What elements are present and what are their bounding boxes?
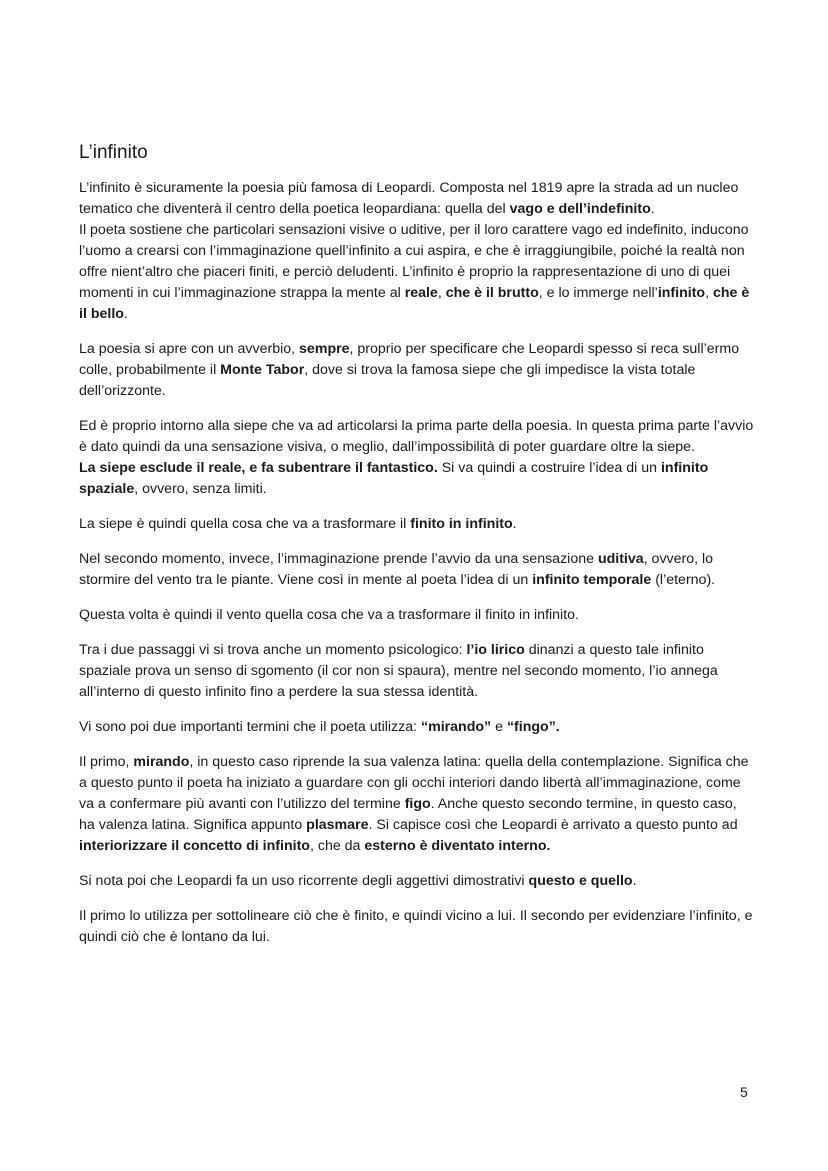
text-run: La poesia si apre con un avverbio,	[79, 341, 300, 357]
text-run: Il poeta sostiene che particolari sensazioni visive o uditive, per il loro carattere vago ed indefinito, inducono l’uomo a crearsi con l’immaginazione quell’infinito a cui aspira, e che è irraggiungibile, poiché la realtà non offre nient’altro che piaceri finiti, e perciò deludenti. L’infinito è proprio la rappresentazione di uno di quei momenti in cui l’immaginazione strappa la mente al	[79, 222, 749, 301]
text-run: e	[491, 719, 507, 735]
bold-text: sempre	[299, 341, 350, 357]
paragraph	[79, 178, 755, 325]
bold-text: interiorizzare il concetto di infinito	[79, 838, 310, 854]
text-run: . Anche questo secondo termine, in questo caso, ha valenza latina. Significa appunto	[79, 796, 737, 833]
paragraph	[79, 549, 755, 591]
text-run: , proprio per specificare che Leopardi spesso si reca sull’ermo colle, probabilmente il	[79, 341, 740, 378]
text-run: Vi sono poi due importanti termini che il poeta utilizza:	[79, 719, 421, 735]
paragraph	[79, 339, 755, 402]
text-run: .	[632, 873, 637, 889]
paragraph	[79, 752, 755, 857]
text-run: , che da	[309, 838, 365, 854]
page-title: L’infinito	[79, 142, 148, 163]
text-run: La siepe è quindi quella cosa che va a trasformare il	[79, 516, 411, 532]
bold-text: Monte Tabor	[220, 362, 305, 378]
bold-text: plasmare	[306, 817, 369, 833]
bold-text: che è il bello	[79, 285, 750, 322]
text-run: Nel secondo momento, invece, l’immaginazione prende l’avvio da una sensazione	[79, 551, 598, 567]
text-run: , ovvero, senza limiti.	[134, 481, 267, 497]
paragraph	[79, 605, 755, 626]
text-run: , dove si trova la famosa siepe che gli impedisce la vista totale dell’orizzonte.	[79, 362, 696, 399]
text-run: Si nota poi che Leopardi fa un uso ricorrente degli aggettivi dimostrativi	[79, 873, 529, 889]
bold-text: questo e quello	[528, 873, 633, 889]
bold-text: La siepe esclude il reale, e fa subentrare il fantastico.	[79, 460, 438, 476]
text-run: Il primo lo utilizza per sottolineare ciò che è finito, e quindi vicino a lui. Il secondo per evidenziare l’infinito, e quindi ciò che è lontano da lui.	[79, 908, 753, 945]
text-run: Ed è proprio intorno alla siepe che va ad articolarsi la prima parte della poesia. In questa prima parte l’avvio è dato quindi da una sensazione visiva, o meglio, dall’impossibilità di poter guardare oltre la siepe.	[79, 418, 754, 455]
bold-text: esterno è diventato interno.	[364, 838, 551, 854]
text-run: ,	[705, 285, 713, 301]
paragraph	[79, 906, 755, 948]
page-number: 5	[740, 1084, 748, 1100]
bold-text: reale	[404, 285, 438, 301]
text-run: Questa volta è quindi il vento quella cosa che va a trasformare il finito in infinito.	[79, 607, 579, 623]
paragraph	[79, 871, 755, 892]
bold-text: finito in infinito	[410, 516, 513, 532]
text-run: , in questo caso riprende la sua valenza latina: quella della contemplazione. Significa che a questo punto il poeta ha iniziato a guardare con gli occhi interiori dando libertà all’immaginazione, come va a confermare più avanti con l’utilizzo del termine	[79, 754, 749, 812]
bold-text: mirando	[133, 754, 190, 770]
bold-text: “mirando”	[421, 719, 492, 735]
paragraph	[79, 640, 755, 703]
text-run: L’infinito è sicuramente la poesia più famosa di Leopardi. Composta nel 1819 apre la strada ad un nucleo tematico che diventerà il centro della poetica leopardiana: quella del	[79, 180, 739, 217]
paragraph	[79, 416, 755, 500]
text-run: Si va quindi a costruire l’idea di un	[437, 460, 661, 476]
bold-text: che è il brutto	[445, 285, 539, 301]
text-run: Tra i due passaggi vi si trova anche un momento psicologico:	[79, 642, 467, 658]
text-run: dinanzi a questo tale infinito spaziale prova un senso di sgomento (il cor non si spaura), mentre nel secondo momento, l’io annega all’interno di questo infinito fino a perdere la sua stessa identità.	[79, 642, 718, 700]
text-run: .	[123, 306, 128, 322]
bold-text: l’io lirico	[466, 642, 525, 658]
text-run: Il primo,	[79, 754, 134, 770]
bold-text: infinito	[657, 285, 706, 301]
bold-text: infinito temporale	[532, 572, 652, 588]
bold-text: infinito spaziale	[79, 460, 709, 497]
paragraph	[79, 717, 755, 738]
text-run: .	[512, 516, 517, 532]
bold-text: figo	[404, 796, 431, 812]
text-run: (l’eterno).	[651, 572, 716, 588]
text-run: .	[650, 201, 655, 217]
body-text	[79, 178, 755, 962]
bold-text: uditiva	[597, 551, 644, 567]
text-run: , ovvero, lo stormire del vento tra le piante. Viene così in mente al poeta l’idea di un	[79, 551, 714, 588]
text-run: . Si capisce così che Leopardi è arrivato a questo punto ad	[368, 817, 738, 833]
bold-text: vago e dell’indefinito	[509, 201, 651, 217]
text-run: ,	[437, 285, 446, 301]
text-run: , e lo immerge nell’	[538, 285, 658, 301]
bold-text: “fingo”.	[506, 719, 560, 735]
paragraph	[79, 514, 755, 535]
